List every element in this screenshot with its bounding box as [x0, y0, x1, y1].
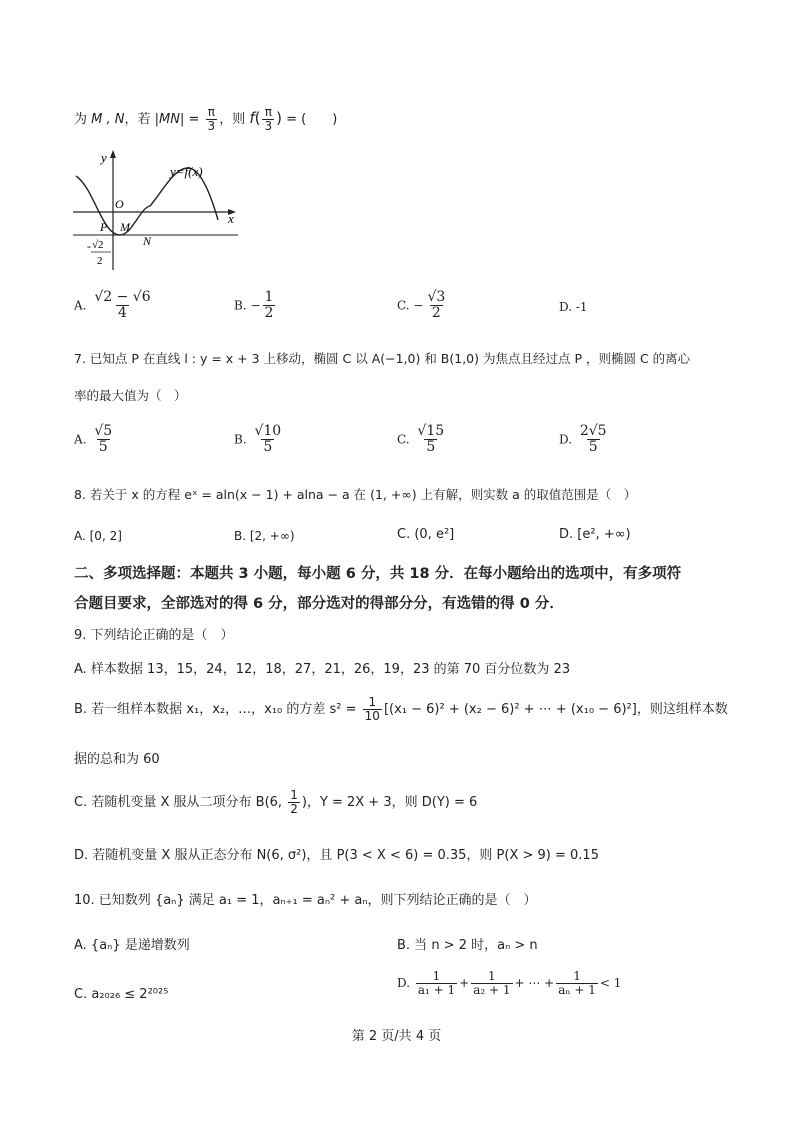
q7-c-letter: C. [397, 432, 410, 447]
q6-rparen: ) [276, 109, 282, 128]
q10-d-term2 [471, 970, 512, 997]
q10-d-den2: a₂ + 1 [473, 983, 511, 998]
q6-option-b[interactable] [234, 290, 277, 322]
q9-option-b-line2: 据的总和为 60 [74, 752, 160, 767]
curve-label: y=f(x) [170, 164, 203, 179]
neg-sign: - [87, 239, 91, 253]
q6-text-mid: ，若 [124, 112, 151, 128]
q10-option-b[interactable]: B. 当 n > 2 时，aₙ > n [397, 938, 538, 953]
q9-option-b[interactable] [74, 696, 728, 723]
q7-c-frac [415, 424, 446, 456]
q7-b-letter: B. [234, 432, 247, 447]
q6-b-sign: − [250, 298, 261, 313]
q6-f-three: 3 [264, 119, 273, 134]
q9-b-post: ，则这组样本数 [636, 702, 728, 718]
q6-text-then: ，则 [219, 112, 246, 128]
q10-d-denn: aₙ + 1 [558, 983, 596, 998]
q9-stem: 9. 下列结论正确的是（ ） [74, 628, 234, 643]
page-footer: 第 2 页/共 4 页 [351, 1029, 442, 1044]
y-axis-arrow [110, 150, 116, 158]
q6-end: = ( ) [286, 112, 338, 128]
q10-stem: 10. 已知数列 {aₙ} 满足 a₁ = 1，aₙ₊₁ = aₙ² + aₙ，则下列结论正确的是（ ） [74, 893, 537, 908]
q9-c-pre: C. 若随机变量 X 服从二项分布 B(6, [74, 795, 283, 811]
q9-c-frac [288, 789, 300, 816]
q6-c-frac [425, 290, 447, 322]
q6-option-c[interactable] [397, 290, 449, 322]
x-axis-label: x [228, 211, 234, 226]
q6-text-prefix: 为 [74, 112, 88, 128]
q6-c-letter: C. [397, 298, 410, 313]
q7-c-den: 5 [426, 439, 436, 456]
q7-d-letter: D. [559, 432, 573, 447]
q9-b-den: 10 [364, 709, 380, 724]
q9-b-expr: [(x₁ − 6)² + (x₂ − 6)² + ⋯ + (x₁₀ − 6)²] [383, 702, 637, 718]
q7-option-c[interactable] [397, 424, 448, 456]
q7-d-num: 2√5 [579, 423, 607, 439]
y-axis-label: y [101, 150, 107, 165]
q9-c-num: 1 [290, 788, 298, 802]
section2-heading-line1: 二、多项选择题：本题共 3 小题，每小题 6 分，共 18 分．在每小题给出的选项中，有多项符 [74, 566, 682, 582]
q8-option-b[interactable]: B. [2, +∞) [234, 529, 295, 543]
q6-c-sign: − [413, 298, 424, 313]
q7-a-letter: A. [74, 432, 87, 447]
q6-b-den: 2 [264, 305, 274, 322]
q10-d-num1: 1 [432, 969, 441, 983]
q6-option-a[interactable] [74, 290, 155, 322]
q10-option-d[interactable] [397, 970, 621, 997]
sqrt2-label: √2 [92, 239, 104, 251]
p-label: P [100, 220, 108, 234]
q6-c-den: 2 [431, 305, 441, 322]
q7-b-frac [252, 424, 283, 456]
n-label: N [143, 234, 152, 248]
q6-eq: = [188, 112, 200, 128]
q6-pi-over-3 [206, 106, 218, 133]
q6-tail-line [74, 106, 337, 133]
q6-lparen: ( [254, 109, 261, 128]
q9-b-pre: B. 若一组样本数据 x₁，x₂，…，x₁₀ 的方差 s² = [74, 702, 357, 718]
q7-stem-line2: 率的最大值为（ ） [74, 388, 187, 403]
q10-d-lt: < 1 [599, 976, 622, 991]
q9-c-den: 2 [290, 802, 298, 817]
q7-a-num: √5 [94, 423, 113, 439]
q10-d-termn [556, 970, 598, 997]
q6-d-letter: D. [559, 300, 573, 314]
q7-b-den: 5 [263, 439, 273, 456]
q6-mn-abs: |MN| [154, 112, 185, 128]
q6-a-num: √2 − √6 [94, 289, 151, 305]
q6-pi: π [207, 105, 215, 119]
q6-a-frac [92, 290, 152, 322]
q7-option-d[interactable] [559, 424, 611, 456]
q8-option-d[interactable]: D. [e², +∞) [559, 527, 631, 542]
q6-f-arg [262, 106, 274, 133]
q7-d-frac [578, 424, 609, 456]
m-label: M [120, 220, 130, 234]
q9-c-post: )，Y = 2X + 3，则 D(Y) = 6 [301, 795, 478, 811]
q7-option-a[interactable] [74, 424, 116, 456]
q9-b-num: 1 [368, 695, 377, 709]
q7-option-b[interactable] [234, 424, 285, 456]
q9-option-c[interactable] [74, 789, 477, 816]
q6-b-num: 1 [264, 289, 274, 305]
q7-a-den: 5 [98, 439, 108, 456]
two-label: 2 [97, 255, 103, 267]
origin-label: O [115, 197, 124, 211]
q10-d-dots: + ⋯ + [514, 976, 555, 991]
q8-stem: 8. 若关于 x 的方程 eˣ = aln(x − 1) + alna − a 在 (1, +∞) 上有解，则实数 a 的取值范围是（ ） [74, 487, 637, 502]
q6-b-frac [263, 290, 276, 322]
q6-f: f [249, 109, 255, 128]
q7-a-frac [92, 424, 114, 456]
q7-b-num: √10 [254, 423, 282, 439]
q7-d-den: 5 [588, 439, 598, 456]
q10-d-den1: a₁ + 1 [417, 983, 456, 998]
q10-option-c[interactable]: C. a₂₀₂₆ ≤ 2²⁰²⁵ [74, 987, 169, 1002]
function-graph [70, 148, 250, 273]
q10-d-plus: + [459, 976, 470, 991]
q10-option-a[interactable]: A. {aₙ} 是递增数列 [74, 938, 190, 953]
q6-a-letter: A. [74, 298, 87, 313]
q9-b-frac [363, 696, 382, 723]
q8-option-a[interactable]: A. [0, 2] [74, 529, 122, 543]
q6-c-num: √3 [427, 289, 446, 305]
q6-option-d[interactable] [559, 300, 588, 314]
section2-heading-line2: 合题目要求，全部选对的得 6 分，部分选对的得部分分，有选错的得 0 分． [74, 596, 564, 612]
q6-d-text: -1 [575, 300, 588, 314]
q7-stem-line1: 7. 已知点 P 在直线 l : y = x + 3 上移动，椭圆 C 以 A(−1,0) 和 B(1,0) 为焦点且经过点 P ，则椭圆 C 的离心 [74, 351, 691, 366]
q6-mn: M , N [91, 112, 125, 128]
q6-three: 3 [207, 119, 216, 134]
q6-f-pi: π [264, 105, 272, 119]
q6-b-letter: B. [234, 298, 247, 313]
q9-option-d[interactable]: D. 若随机变量 X 服从正态分布 N(6, σ²)，且 P(3 < X < 6) = 0.35，则 P(X > 9) = 0.15 [74, 848, 599, 863]
q10-d-num2: 1 [488, 969, 496, 983]
q9-option-a[interactable]: A. 样本数据 13，15，24，12，18，27，21，26，19，23 的第 70 百分位数为 23 [74, 662, 571, 677]
q7-c-num: √15 [417, 423, 445, 439]
q10-d-letter: D. [397, 976, 411, 991]
q8-option-c[interactable]: C. (0, e²] [397, 527, 455, 542]
q10-d-numn: 1 [573, 969, 581, 983]
q10-d-term1 [416, 970, 457, 997]
q6-a-den: 4 [118, 305, 127, 322]
